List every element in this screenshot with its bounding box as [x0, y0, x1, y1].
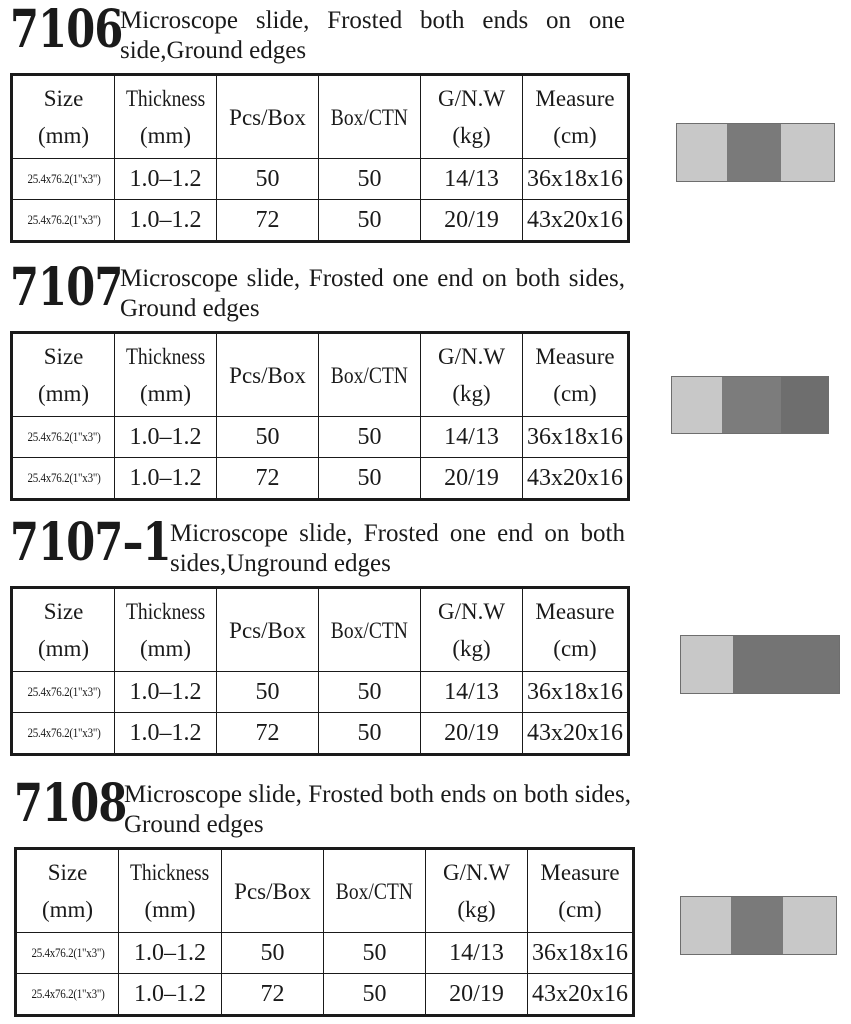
cell-box-ctn: 50 [324, 974, 426, 1016]
cell-pcs-box: 72 [217, 200, 319, 242]
header-measure: Measure (cm) [528, 849, 634, 933]
cell-pcs-box: 72 [217, 458, 319, 500]
header-gnw: G/N.W (kg) [421, 75, 523, 159]
header-pcs-box: Pcs/Box [217, 588, 319, 672]
cell-measure: 36x18x16 [523, 159, 629, 200]
cell-gnw: 14/13 [421, 417, 523, 458]
header-measure: Measure (cm) [523, 333, 629, 417]
cell-thickness: 1.0–1.2 [115, 672, 217, 713]
cell-size: 25.4x76.2(1"x3") [12, 159, 115, 200]
cell-box-ctn: 50 [324, 933, 426, 974]
cell-thickness: 1.0–1.2 [115, 417, 217, 458]
cell-measure: 36x18x16 [523, 672, 629, 713]
table-header-row [12, 75, 629, 159]
cell-size: 25.4x76.2(1"x3") [12, 417, 115, 458]
cell-gnw: 20/19 [421, 458, 523, 500]
product-code: 7107 [10, 257, 123, 318]
cell-size: 25.4x76.2(1"x3") [16, 933, 119, 974]
slide-illustration [680, 635, 840, 694]
cell-pcs-box: 72 [222, 974, 324, 1016]
cell-thickness: 1.0–1.2 [115, 200, 217, 242]
cell-thickness: 1.0–1.2 [119, 933, 222, 974]
header-box-ctn: Box/CTN [324, 849, 426, 933]
header-pcs-box: Pcs/Box [222, 849, 324, 933]
cell-size: 25.4x76.2(1"x3") [12, 713, 115, 755]
header-size: Size (mm) [12, 588, 115, 672]
cell-measure: 43x20x16 [523, 713, 629, 755]
product-code: 7108 [14, 773, 127, 834]
cell-gnw: 20/19 [426, 974, 528, 1016]
table-row [16, 933, 634, 974]
table-row [12, 200, 629, 242]
header-thickness: Thickness (mm) [115, 333, 217, 417]
cell-box-ctn: 50 [319, 417, 421, 458]
header-box-ctn: Box/CTN [319, 75, 421, 159]
header-thickness: Thickness (mm) [115, 588, 217, 672]
spec-table [10, 331, 630, 501]
spec-table [10, 73, 630, 243]
cell-gnw: 14/13 [421, 672, 523, 713]
header-size: Size (mm) [16, 849, 119, 933]
cell-gnw: 14/13 [426, 933, 528, 974]
table-row [12, 458, 629, 500]
product-description: Microscope slide, Frosted one end on both sides,Unground edges [170, 520, 625, 577]
cell-pcs-box: 50 [217, 159, 319, 200]
cell-box-ctn: 50 [319, 713, 421, 755]
header-thickness: Thickness (mm) [119, 849, 222, 933]
product-description: Microscope slide, Frosted both ends on one side,Ground edges [120, 7, 625, 64]
table-header-row [12, 588, 629, 672]
header-gnw: G/N.W (kg) [421, 333, 523, 417]
product-code: 7106 [10, 0, 123, 60]
header-measure: Measure (cm) [523, 588, 629, 672]
cell-gnw: 20/19 [421, 713, 523, 755]
cell-measure: 36x18x16 [523, 417, 629, 458]
cell-measure: 43x20x16 [528, 974, 634, 1016]
cell-thickness: 1.0–1.2 [115, 713, 217, 755]
slide-illustration [671, 376, 829, 434]
header-gnw: G/N.W (kg) [421, 588, 523, 672]
cell-box-ctn: 50 [319, 159, 421, 200]
slide-illustration [676, 123, 835, 182]
header-size: Size (mm) [12, 75, 115, 159]
cell-box-ctn: 50 [319, 672, 421, 713]
cell-thickness: 1.0–1.2 [115, 458, 217, 500]
table-row [16, 974, 634, 1016]
cell-pcs-box: 50 [222, 933, 324, 974]
product-code: 7107–1 [10, 512, 171, 573]
header-pcs-box: Pcs/Box [217, 333, 319, 417]
table-header-row [16, 849, 634, 933]
table-row [12, 159, 629, 200]
header-box-ctn: Box/CTN [319, 588, 421, 672]
header-gnw: G/N.W (kg) [426, 849, 528, 933]
cell-size: 25.4x76.2(1"x3") [12, 458, 115, 500]
header-thickness: Thickness (mm) [115, 75, 217, 159]
spec-table [14, 847, 635, 1017]
cell-pcs-box: 50 [217, 672, 319, 713]
cell-gnw: 14/13 [421, 159, 523, 200]
cell-pcs-box: 50 [217, 417, 319, 458]
cell-pcs-box: 72 [217, 713, 319, 755]
header-measure: Measure (cm) [523, 75, 629, 159]
cell-measure: 43x20x16 [523, 200, 629, 242]
cell-size: 25.4x76.2(1"x3") [16, 974, 119, 1016]
cell-gnw: 20/19 [421, 200, 523, 242]
product-description: Microscope slide, Frosted one end on both sides, Ground edges [120, 265, 625, 322]
cell-box-ctn: 50 [319, 458, 421, 500]
product-description: Microscope slide, Frosted both ends on both sides, Ground edges [124, 781, 631, 838]
cell-measure: 36x18x16 [528, 933, 634, 974]
cell-size: 25.4x76.2(1"x3") [12, 200, 115, 242]
spec-table [10, 586, 630, 756]
cell-thickness: 1.0–1.2 [115, 159, 217, 200]
cell-box-ctn: 50 [319, 200, 421, 242]
header-pcs-box: Pcs/Box [217, 75, 319, 159]
table-row [12, 417, 629, 458]
header-size: Size (mm) [12, 333, 115, 417]
table-row [12, 713, 629, 755]
cell-thickness: 1.0–1.2 [119, 974, 222, 1016]
cell-size: 25.4x76.2(1"x3") [12, 672, 115, 713]
cell-measure: 43x20x16 [523, 458, 629, 500]
table-header-row [12, 333, 629, 417]
slide-illustration [680, 896, 837, 955]
header-box-ctn: Box/CTN [319, 333, 421, 417]
table-row [12, 672, 629, 713]
